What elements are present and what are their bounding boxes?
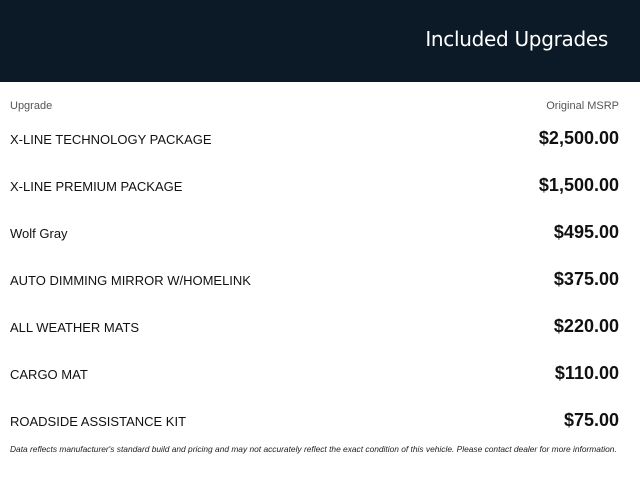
upgrade-name: CARGO MAT bbox=[10, 367, 88, 382]
disclaimer-text: Data reflects manufacturer's standard build and pricing and may not accurately reflect the exact condition of this vehicle. Please contact dealer for more information. bbox=[10, 444, 617, 454]
upgrade-row bbox=[10, 210, 619, 257]
upgrade-name: ALL WEATHER MATS bbox=[10, 320, 140, 335]
upgrade-price: $75.00 bbox=[563, 410, 619, 430]
upgrade-price: $495.00 bbox=[553, 222, 619, 242]
page-title: Included Upgrades bbox=[425, 27, 608, 51]
upgrade-price: $375.00 bbox=[553, 269, 619, 289]
upgrade-price: $220.00 bbox=[553, 316, 619, 336]
upgrades-list bbox=[10, 116, 619, 445]
upgrade-name: Wolf Gray bbox=[10, 226, 68, 241]
column-header-msrp: Original MSRP bbox=[546, 100, 619, 112]
upgrade-price: $1,500.00 bbox=[538, 175, 619, 195]
upgrade-row bbox=[10, 163, 619, 210]
upgrade-row bbox=[10, 116, 619, 163]
column-headers bbox=[10, 100, 619, 114]
upgrade-row bbox=[10, 398, 619, 445]
upgrade-name: ROADSIDE ASSISTANCE KIT bbox=[10, 414, 187, 429]
upgrade-row bbox=[10, 304, 619, 351]
column-header-upgrade: Upgrade bbox=[10, 100, 53, 112]
upgrade-name: AUTO DIMMING MIRROR W/HOMELINK bbox=[10, 273, 251, 288]
upgrade-name: X-LINE TECHNOLOGY PACKAGE bbox=[10, 132, 212, 147]
upgrade-price: $2,500.00 bbox=[538, 128, 619, 148]
upgrade-row bbox=[10, 351, 619, 398]
upgrade-name: X-LINE PREMIUM PACKAGE bbox=[10, 179, 183, 194]
header-bar bbox=[0, 0, 640, 82]
upgrade-price: $110.00 bbox=[554, 363, 619, 383]
upgrade-row bbox=[10, 257, 619, 304]
